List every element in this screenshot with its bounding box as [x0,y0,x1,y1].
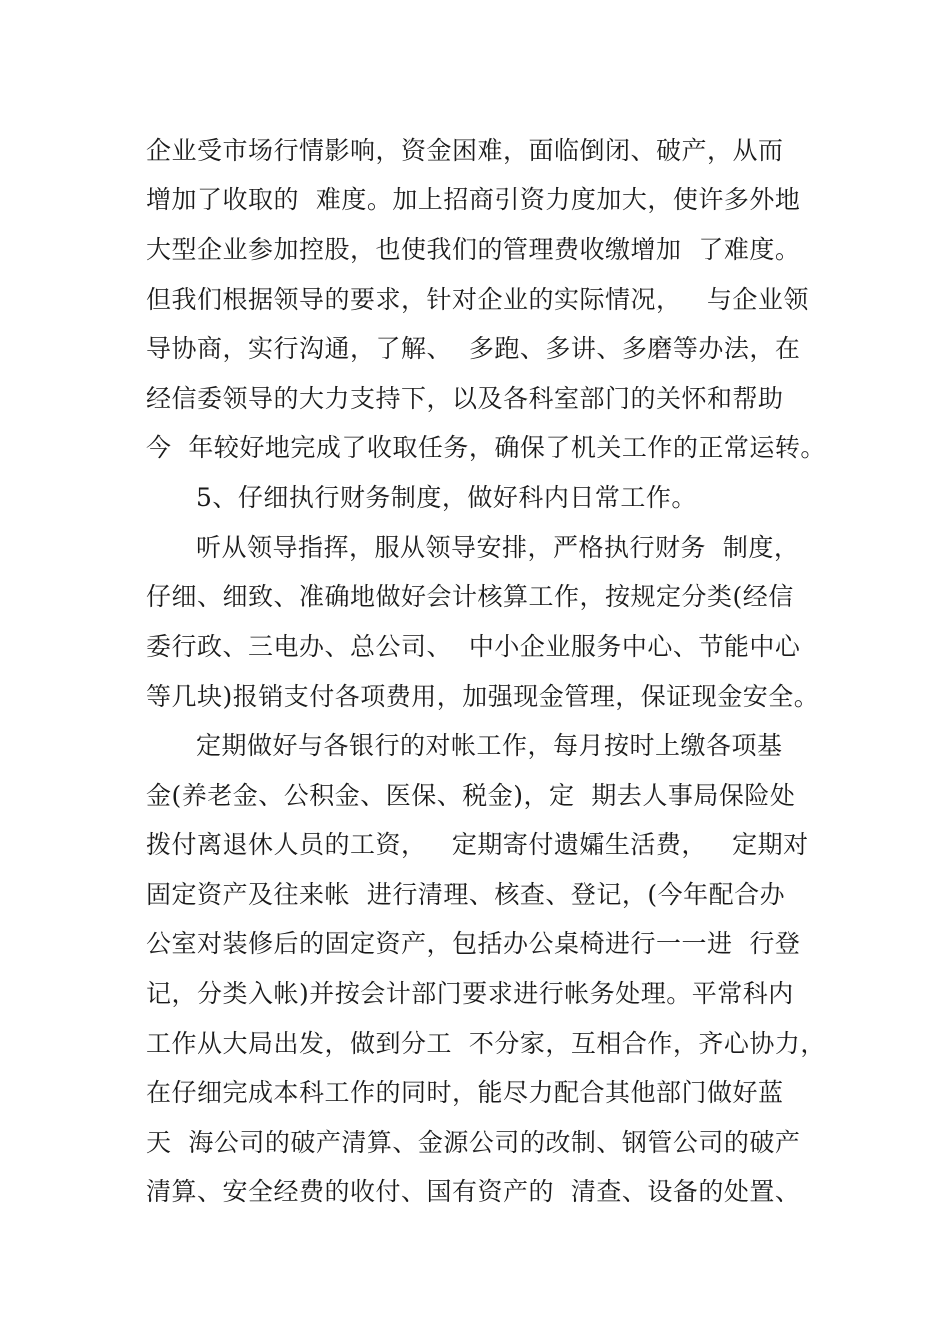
text-line: 等几块)报销支付各项费用，加强现金管理，保证现金安全。 [146,682,820,711]
text-line: 公室对装修后的固定资产，包括办公桌椅进行一一进 行登 [146,929,801,958]
text-line: 记，分类入帐)并按会计部门要求进行帐务处理。平常科内 [146,979,794,1008]
paragraph-first-line: 听从领导指挥，服从领导安排，严格执行财务 制度， [196,533,800,562]
text-line: 委行政、三电办、总公司、 中小企业服务中心、节能中心 [146,632,801,661]
text-line: 天 海公司的破产清算、金源公司的改制、钢管公司的破产 [146,1128,801,1157]
text-line: 增加了收取的 难度。加上招商引资力度加大，使许多外地 [146,185,801,214]
text-line: 企业受市场行情影响，资金困难，面临倒闭、破产，从而 [146,136,784,165]
text-line: 在仔细完成本科工作的同时，能尽力配合其他部门做好蓝 [146,1078,784,1107]
text-line: 仔细、细致、准确地做好会计核算工作，按规定分类(经信 [146,582,794,611]
text-line: 导协商，实行沟通，了解、 多跑、多讲、多磨等办法，在 [146,334,801,363]
paragraph-first-line: 定期做好与各银行的对帐工作，每月按时上缴各项基 [196,731,783,760]
text-line: 今 年较好地完成了收取任务，确保了机关工作的正常运转。 [146,433,826,462]
text-line: 拨付离退休人员的工资， 定期寄付遗孀生活费， 定期对 [146,830,809,859]
text-line: 但我们根据领导的要求，针对企业的实际情况， 与企业领 [146,285,809,314]
text-line: 工作从大局出发，做到分工 不分家，互相合作，齐心协力， [146,1029,826,1058]
text-line: 固定资产及往来帐 进行清理、核查、登记，(今年配合办 [146,880,786,909]
text-line: 经信委领导的大力支持下，以及各科室部门的关怀和帮助 [146,384,784,413]
section-heading: 5、仔细执行财务制度，做好科内日常工作。 [196,483,697,512]
text-line: 清算、安全经费的收付、国有资产的 清查、设备的处置、 [146,1177,801,1206]
text-line: 大型企业参加控股，也使我们的管理费收缴增加 了难度。 [146,235,801,264]
text-line: 金(养老金、公积金、医保、税金)，定 期去人事局保险处 [146,781,796,810]
